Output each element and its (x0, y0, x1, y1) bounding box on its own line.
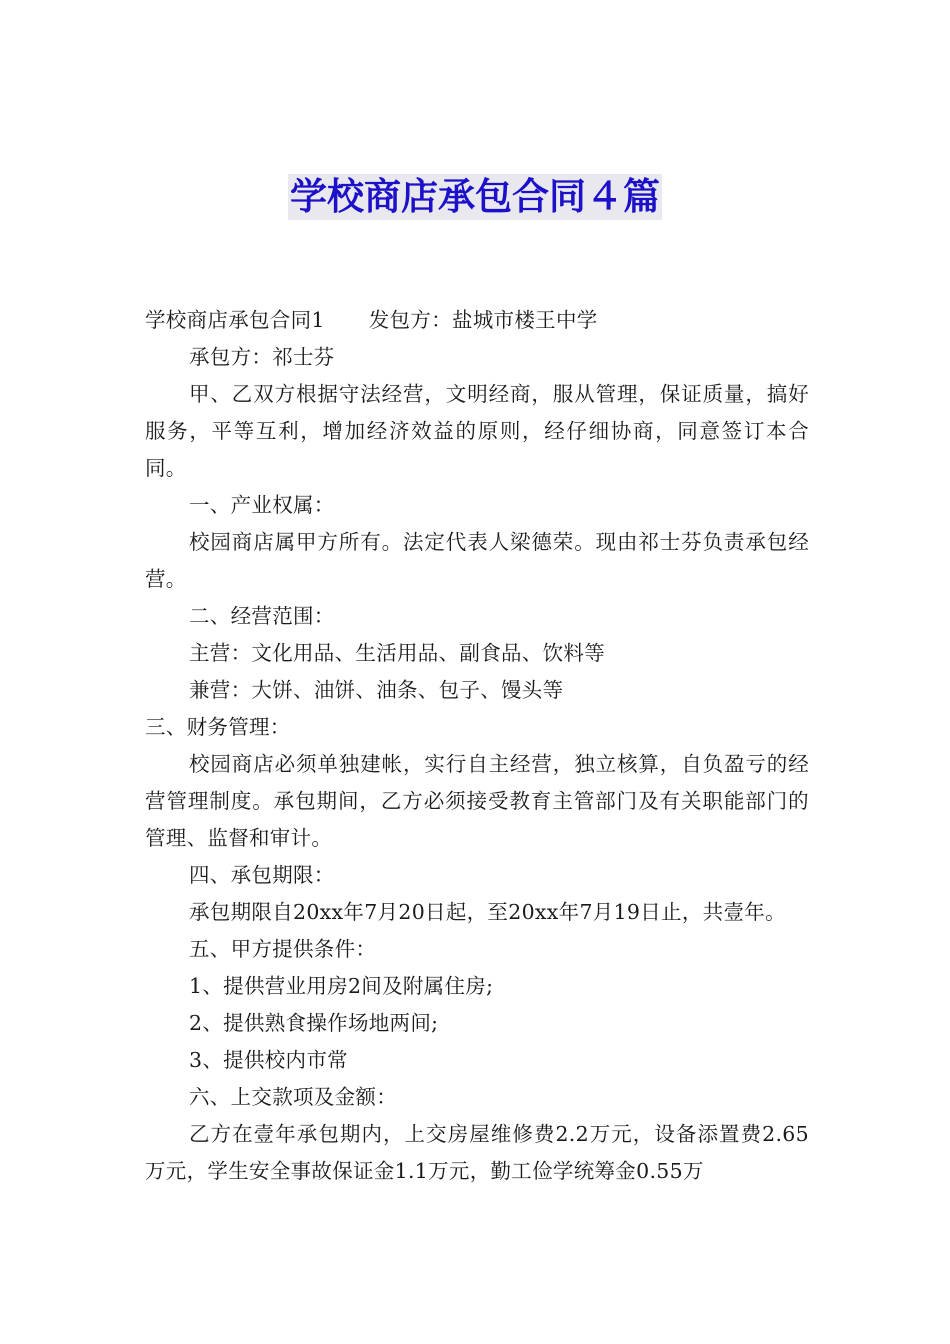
intro-paragraph: 甲、乙双方根据守法经营，文明经商，服从管理，保证质量，搞好服务，平等互利，增加经济效益的原则，经仔细协商，同意签订本合同。 (145, 382, 809, 480)
contract-label: 学校商店承包合同1 (145, 308, 325, 332)
section-3-body: 校园商店必须单独建帐，实行自主经营，独立核算，自负盈亏的经营管理制度。承包期间，乙方必须接受教育主管部门及有关职能部门的管理、监督和审计。 (145, 752, 809, 850)
first-line (145, 302, 809, 339)
document-title: 学校商店承包合同４篇 (290, 175, 660, 218)
section-1-body: 校园商店属甲方所有。法定代表人梁德荣。现由祁士芬负责承包经营。 (145, 530, 809, 591)
section-5-item-2: 2、提供熟食操作场地两间; (189, 1011, 439, 1035)
section-2-heading: 二、经营范围： (189, 604, 335, 628)
section-5-item-3: 3、提供校内市常 (189, 1048, 348, 1072)
section-6-heading: 六、上交款项及金额： (189, 1085, 397, 1109)
section-2-main: 主营：文化用品、生活用品、副食品、饮料等 (189, 641, 605, 665)
section-4-body: 承包期限自20xx年7月20日起，至20xx年7月19日止，共壹年。 (189, 900, 786, 924)
section-1-heading: 一、产业权属： (189, 493, 335, 517)
title-wrap (0, 174, 950, 220)
document-body (145, 302, 809, 1190)
section-5-item-1: 1、提供营业用房2间及附属住房; (189, 974, 494, 998)
section-4-heading: 四、承包期限： (189, 863, 335, 887)
party-b: 承包方：祁士芬 (189, 345, 335, 369)
party-a: 发包方：盐城市楼王中学 (368, 308, 598, 332)
section-5-heading: 五、甲方提供条件： (189, 937, 377, 961)
section-6-body: 乙方在壹年承包期内，上交房屋维修费2.2万元，设备添置费2.65万元，学生安全事故保证金1.1万元，勤工俭学统筹金0.55万 (145, 1122, 809, 1183)
section-3-heading: 三、财务管理： (145, 715, 291, 739)
section-2-side: 兼营：大饼、油饼、油条、包子、馒头等 (189, 678, 564, 702)
